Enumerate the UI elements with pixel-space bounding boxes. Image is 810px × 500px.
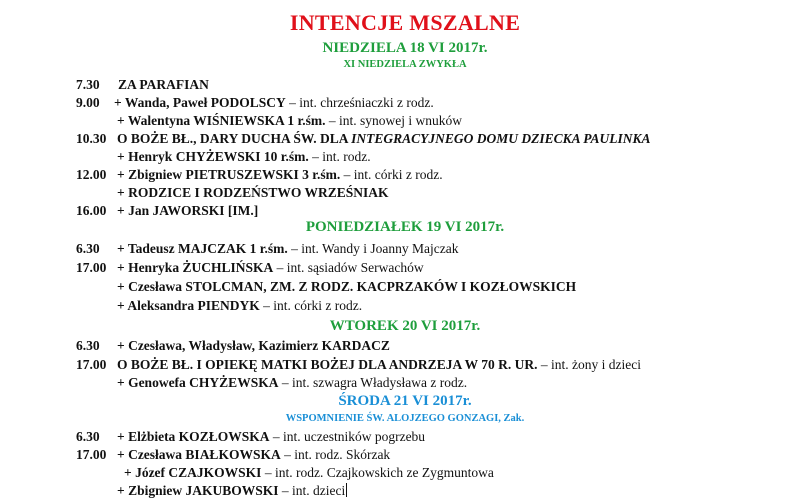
- intention-text: [114, 94, 434, 112]
- intention-text: [117, 337, 390, 355]
- intention-note: – int. córki z rodz.: [259, 298, 363, 313]
- intention-main: O BOŻE BŁ. I OPIEKĘ MATKI BOŻEJ DLA ANDRZEJA W 70 R. UR.: [117, 357, 538, 372]
- intention-main: + Elżbieta KOZŁOWSKA: [117, 429, 270, 444]
- intention-note: – int. dzieci: [278, 483, 346, 498]
- intention-text: [117, 297, 362, 315]
- intention-main: + Tadeusz MAJCZAK 1 r.śm.: [117, 241, 288, 256]
- intention-text[interactable]: [117, 482, 347, 500]
- intention-main: ZA PARAFIAN: [118, 77, 209, 92]
- intention-main: + RODZICE I RODZEŃSTWO WRZEŚNIAK: [117, 185, 389, 200]
- day-heading-tuesday: WTOREK 20 VI 2017r.: [329, 318, 481, 334]
- intention-text: [117, 356, 641, 374]
- intention-text: [117, 130, 651, 148]
- intention-main: + Genowefa CHYŻEWSKA: [117, 375, 279, 390]
- intention-note: – int. córki z rodz.: [340, 167, 443, 182]
- intention-text: [117, 112, 462, 130]
- intention-note: – int. żony i dzieci: [537, 357, 641, 372]
- intention-main: + Czesława STOLCMAN, ZM. Z RODZ. KACPRZAKÓW I KOZŁOWSKICH: [117, 279, 577, 294]
- intention-note: – int. chrześniaczki z rodz.: [285, 95, 434, 110]
- intention-text: [117, 428, 425, 446]
- intention-main: + Walentyna WIŚNIEWSKA 1 r.śm.: [117, 113, 326, 128]
- day-subheading-wednesday: WSPOMNIENIE ŚW. ALOJZEGO GONZAGI, Zak.: [285, 413, 525, 424]
- mass-time: 12.00: [76, 167, 107, 182]
- intention-text: [117, 446, 390, 464]
- intention-main: O BOŻE BŁ., DARY DUCHA ŚW. DLA: [117, 131, 352, 146]
- day-heading-monday: PONIEDZIAŁEK 19 VI 2017r.: [305, 219, 505, 235]
- intention-main: + Zbigniew JAKUBOWSKI: [117, 483, 279, 498]
- mass-time: 16.00: [76, 203, 107, 218]
- intention-text: [117, 148, 371, 166]
- intention-note: – int. sąsiadów Serwachów: [273, 260, 424, 275]
- mass-time: 9.00: [76, 95, 100, 110]
- intention-text: [117, 278, 576, 296]
- day-subheading-sunday: XI NIEDZIELA ZWYKŁA: [343, 59, 467, 70]
- intention-main: + Józef CZAJKOWSKI: [124, 465, 262, 480]
- mass-time: 6.30: [76, 338, 100, 353]
- day-heading-sunday: NIEDZIELA 18 VI 2017r.: [322, 40, 488, 56]
- document-title: INTENCJE MSZALNE: [289, 10, 521, 35]
- intention-main: + Wanda, Paweł PODOLSCY: [114, 95, 286, 110]
- intention-main: + Henryk CHYŻEWSKI 10 r.śm.: [117, 149, 309, 164]
- mass-time: 17.00: [76, 447, 107, 462]
- intention-text: [117, 166, 443, 184]
- intention-text: [117, 374, 467, 392]
- intention-text: [124, 464, 494, 482]
- intention-text: [117, 259, 424, 277]
- intention-main: + Henryka ŻUCHLIŃSKA: [117, 260, 274, 275]
- day-heading-wednesday: ŚRODA 21 VI 2017r.: [338, 393, 472, 409]
- intention-text: [117, 240, 458, 258]
- mass-time: 10.30: [76, 131, 107, 146]
- intention-main: + Zbigniew PIETRUSZEWSKI 3 r.śm.: [117, 167, 341, 182]
- intention-main: + Aleksandra PIENDYK: [117, 298, 260, 313]
- text-cursor: [346, 483, 347, 497]
- intention-note: – int. rodz.: [308, 149, 371, 164]
- mass-time: 6.30: [76, 241, 100, 256]
- mass-time: 6.30: [76, 429, 100, 444]
- intention-note: – int. Wandy i Joanny Majczak: [287, 241, 459, 256]
- mass-time: 7.30: [76, 77, 100, 92]
- intention-note: – int. rodz. Skórzak: [280, 447, 391, 462]
- intention-main: + Czesława, Władysław, Kazimierz KARDACZ: [117, 338, 390, 353]
- intention-main: + Jan JAWORSKI [IM.]: [117, 203, 259, 218]
- intention-note: – int. uczestników pogrzebu: [269, 429, 426, 444]
- intention-text: [118, 76, 209, 94]
- mass-time: 17.00: [76, 260, 107, 275]
- intention-text: [117, 184, 389, 202]
- intention-note: – int. rodz. Czajkowskich ze Zygmuntowa: [261, 465, 494, 480]
- intention-italic: INTEGRACYJNEGO DOMU DZIECKA PAULINKA: [351, 131, 651, 146]
- intention-text: [117, 202, 258, 220]
- intention-main: + Czesława BIAŁKOWSKA: [117, 447, 281, 462]
- mass-time: 17.00: [76, 357, 107, 372]
- intention-note: – int. szwagra Władysława z rodz.: [278, 375, 468, 390]
- intention-note: – int. synowej i wnuków: [325, 113, 462, 128]
